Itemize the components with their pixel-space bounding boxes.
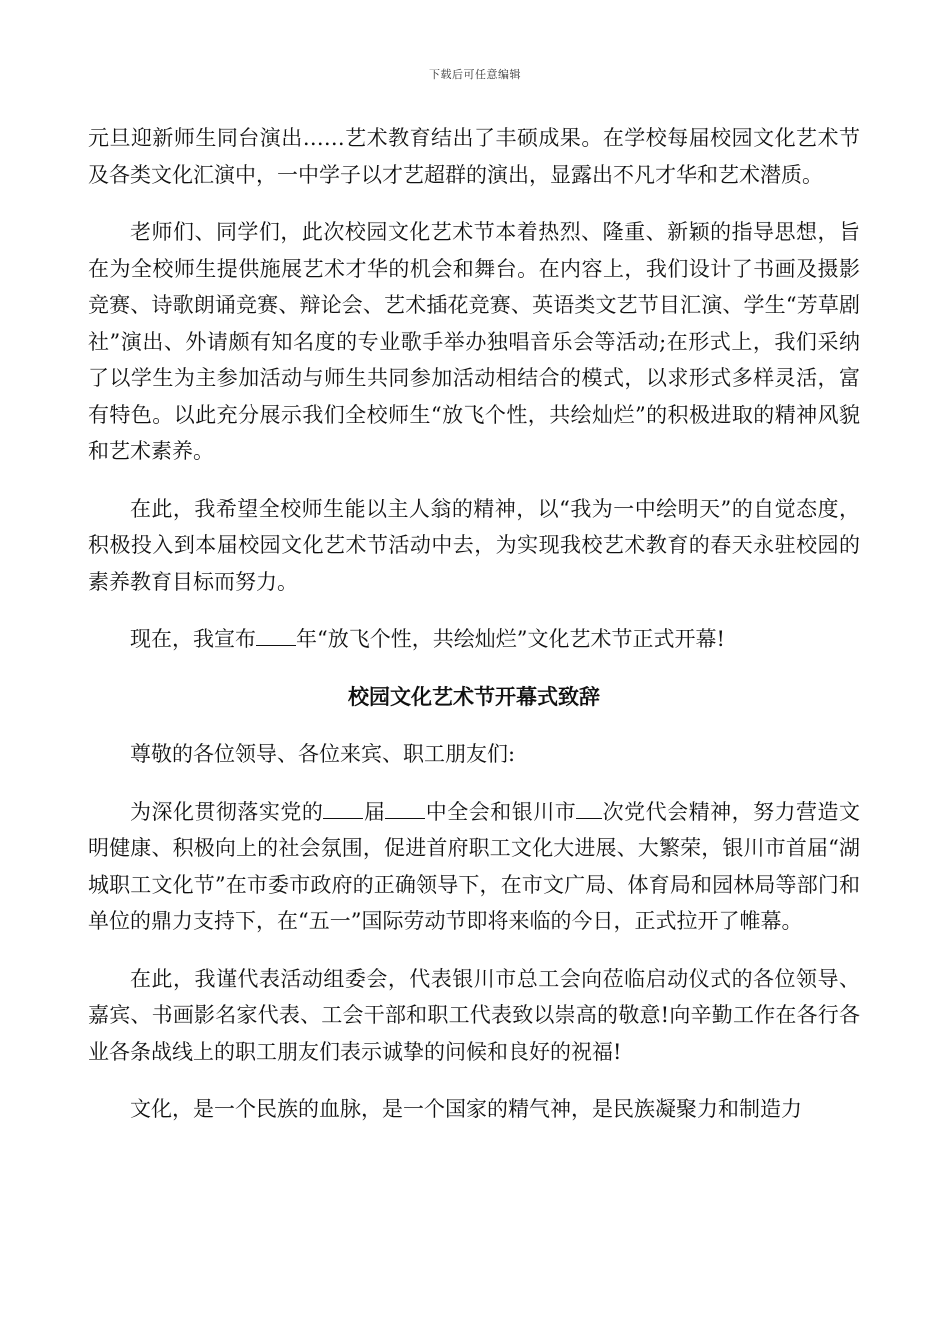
blank-underline — [323, 796, 363, 819]
blank-underline — [256, 623, 296, 646]
paragraph-2: 老师们、同学们，此次校园文化艺术节本着热烈、隆重、新颖的指导思想，旨在为全校师生提供施展艺术才华的机会和舞台。在内容上，我们设计了书画及摄影竞赛、诗歌朗诵竞赛、辩论会、艺术插花竞赛、英语类文艺节目汇演、学生“芳草剧社”演出、外请颇有知名度的专业歌手举办独唱音乐会等活动;在形式上，我们采纳了以学生为主参加活动与师生共同参加活动相结合的模式，以求形式多样灵活，富有特色。以此充分展示我们全校师生“放飞个性，共绘灿烂”的积极进取的精神风貌和艺术素养。 — [88, 220, 860, 463]
paragraph-4-part-a: 现在，我宣布 — [130, 627, 256, 651]
blank-underline — [576, 796, 602, 819]
paragraph-8: 文化，是一个民族的血脉，是一个国家的精气神，是民族凝聚力和制造力 — [130, 1097, 802, 1121]
page-header: 下载后可任意编辑 — [429, 68, 521, 81]
blank-underline — [385, 796, 425, 819]
paragraph-6-part-b: 届 — [363, 799, 386, 824]
paragraph-7: 在此，我谨代表活动组委会，代表银川市总工会向莅临启动仪式的各位领导、嘉宾、书画影名家代表、工会干部和职工代表致以崇高的敬意!向辛勤工作在各行各业各条战线上的职工朋友们表示诚挚的问候和良好的祝福! — [88, 966, 860, 1064]
section-title: 校园文化艺术节开幕式致辞 — [348, 683, 600, 709]
paragraph-4-part-b: 年“放飞个性，共绘灿烂”文化艺术节正式开幕! — [296, 627, 725, 651]
paragraph-1: 元旦迎新师生同台演出……艺术教育结出了丰硕成果。在学校每届校园文化艺术节及各类文化汇演中，一中学子以才艺超群的演出，显露出不凡才华和艺术潜质。 — [88, 126, 860, 187]
paragraph-6-part-a: 为深化贯彻落实党的 — [130, 799, 324, 824]
paragraph-4 — [88, 621, 860, 658]
paragraph-6-part-c: 中全会和银川市 — [425, 799, 577, 824]
paragraph-6 — [88, 794, 860, 940]
salutation: 尊敬的各位领导、各位来宾、职工朋友们: — [130, 742, 516, 766]
document-body — [88, 120, 860, 1149]
paragraph-6-part-d: 次党代会精神，努力营造文明健康、积极向上的社会氛围，促进首府职工文化大进展、大繁荣，银川市首届“湖城职工文化节”在市委市政府的正确领导下，在市文广局、体育局和园林局等部门和单位的鼎力支持下，在“五一”国际劳动节即将来临的今日，正式拉开了帷幕。 — [88, 799, 861, 933]
paragraph-3: 在此，我希望全校师生能以主人翁的精神，以“我为一中绘明天”的自觉态度，积极投入到本届校园文化艺术节活动中去，为实现我校艺术教育的春天永驻校园的素养教育目标而努力。 — [88, 496, 860, 594]
